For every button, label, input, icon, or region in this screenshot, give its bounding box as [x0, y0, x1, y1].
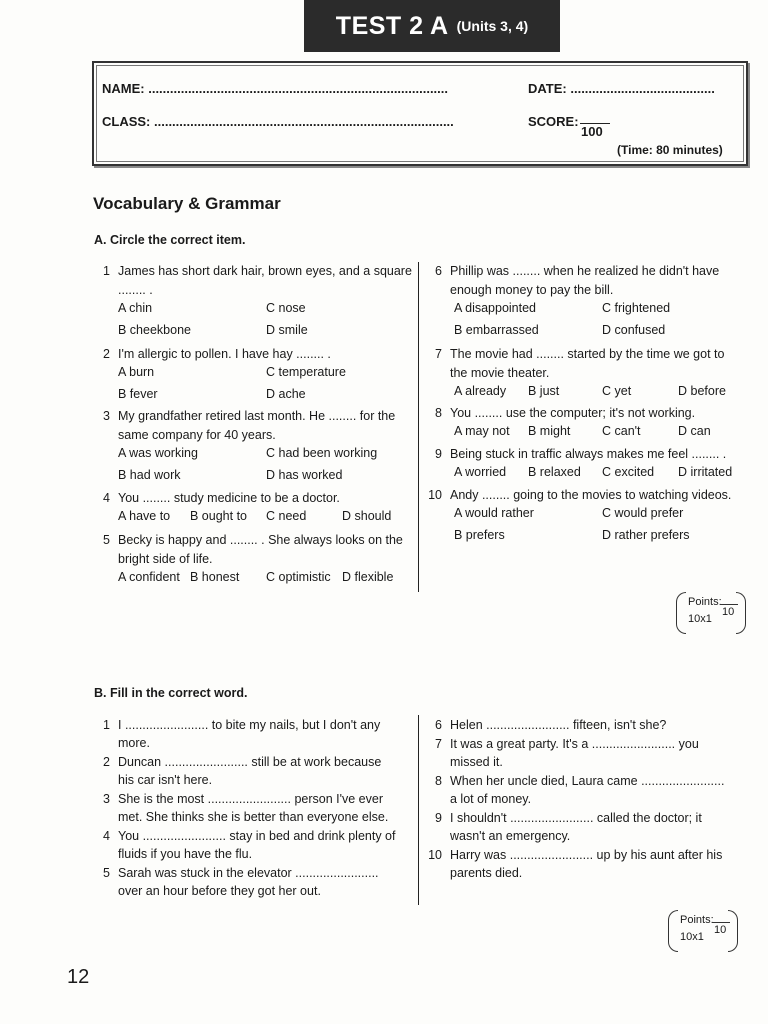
time-note: (Time: 80 minutes) — [617, 143, 723, 157]
fill-in-question-text: his car isn't here. — [118, 773, 213, 787]
question-text: enough money to pay the bill. — [450, 283, 614, 297]
question-number: 3 — [103, 792, 110, 806]
question-number: 7 — [435, 347, 442, 361]
fill-in-question-text: over an hour before they got her out. — [118, 884, 321, 898]
answer-option[interactable]: B ought to — [190, 509, 247, 523]
part-a-points-box — [676, 592, 746, 634]
answer-option[interactable]: D flexible — [342, 570, 394, 584]
answer-option[interactable]: B fever — [118, 387, 158, 401]
points-denominator: 10x1 — [680, 931, 704, 943]
section-title: Vocabulary & Grammar — [93, 194, 281, 213]
answer-option[interactable]: A chin — [118, 301, 153, 315]
answer-option[interactable]: B cheekbone — [118, 323, 191, 337]
answer-option[interactable]: D rather prefers — [602, 528, 690, 542]
question-text: ........ . — [118, 283, 153, 297]
answer-option[interactable]: C can't — [602, 424, 641, 438]
answer-option[interactable]: D has worked — [266, 468, 343, 482]
question-number: 1 — [103, 718, 110, 732]
answer-option[interactable]: D can — [678, 424, 711, 438]
fill-in-question-text[interactable]: Duncan ........................ still be at work because — [118, 755, 382, 769]
date-field[interactable]: DATE: ........................................ — [528, 81, 715, 96]
score-denominator: 100 — [581, 124, 603, 139]
answer-option[interactable]: C yet — [602, 384, 632, 398]
question-number: 2 — [103, 347, 110, 361]
question-number: 10 — [428, 488, 442, 502]
answer-option[interactable]: C temperature — [266, 365, 346, 379]
question-text: same company for 40 years. — [118, 428, 276, 442]
answer-option[interactable]: A worried — [454, 465, 507, 479]
question-text: the movie theater. — [450, 366, 550, 380]
answer-option[interactable]: A have to — [118, 509, 171, 523]
answer-option[interactable]: A may not — [454, 424, 510, 438]
answer-option[interactable]: D before — [678, 384, 726, 398]
part-b-points-box — [668, 910, 738, 952]
question-text: The movie had ........ started by the time we got to — [450, 347, 725, 361]
answer-option[interactable]: C frightened — [602, 301, 671, 315]
fill-in-question-text[interactable]: When her uncle died, Laura came ........................ — [450, 774, 725, 788]
answer-option[interactable]: B relaxed — [528, 465, 581, 479]
answer-option[interactable]: B had work — [118, 468, 181, 482]
question-number: 5 — [103, 866, 110, 880]
fill-in-question-text: parents died. — [450, 866, 523, 880]
question-text: Andy ........ going to the movies to watching videos. — [450, 488, 732, 502]
answer-option[interactable]: B prefers — [454, 528, 505, 542]
test-units: (Units 3, 4) — [456, 18, 529, 34]
part-a-column-divider — [418, 262, 419, 592]
question-number: 4 — [103, 829, 110, 843]
points-total: 10 — [722, 606, 735, 618]
answer-option[interactable]: C had been working — [266, 446, 378, 460]
answer-option[interactable]: D irritated — [678, 465, 733, 479]
answer-option[interactable]: D ache — [266, 387, 306, 401]
answer-option[interactable]: A already — [454, 384, 507, 398]
answer-option[interactable]: C nose — [266, 301, 306, 315]
answer-option[interactable]: A confident — [118, 570, 180, 584]
fill-in-question-text[interactable]: Helen ........................ fifteen, isn't she? — [450, 718, 667, 732]
fill-in-question-text[interactable]: It was a great party. It's a ........................ you — [450, 737, 699, 751]
question-text: You ........ study medicine to be a doctor. — [118, 491, 340, 505]
question-number: 6 — [435, 264, 442, 278]
question-number: 5 — [103, 533, 110, 547]
name-field[interactable]: NAME: ................................................................................... — [102, 81, 448, 96]
page-number: 12 — [67, 966, 90, 988]
answer-option[interactable]: B might — [528, 424, 571, 438]
question-number: 4 — [103, 491, 110, 505]
answer-option[interactable]: D smile — [266, 323, 308, 337]
answer-option[interactable]: B just — [528, 384, 560, 398]
question-text: Being stuck in traffic always makes me feel ........ . — [450, 447, 727, 461]
points-label: Points: — [688, 596, 722, 608]
fill-in-question-text: wasn't an emergency. — [450, 829, 571, 843]
question-number: 3 — [103, 409, 110, 423]
fill-in-question-text: fluids if you have the flu. — [118, 847, 253, 861]
fill-in-question-text[interactable]: Harry was ........................ up by his aunt after his — [450, 848, 723, 862]
answer-option[interactable]: B embarrassed — [454, 323, 539, 337]
question-text: I'm allergic to pollen. I have hay ........ . — [118, 347, 331, 361]
answer-option[interactable]: C excited — [602, 465, 655, 479]
answer-option[interactable]: D confused — [602, 323, 666, 337]
answer-option[interactable]: A was working — [118, 446, 198, 460]
part-a-instruction: A. Circle the correct item. — [94, 233, 246, 247]
fill-in-question-text[interactable]: Sarah was stuck in the elevator ........................ — [118, 866, 379, 880]
answer-option[interactable]: C would prefer — [602, 506, 684, 520]
answer-option[interactable]: A burn — [118, 365, 155, 379]
question-number: 6 — [435, 718, 442, 732]
fill-in-question-text[interactable]: I ........................ to bite my nails, but I don't any — [118, 718, 381, 732]
part-b-column-divider — [418, 715, 419, 905]
points-label: Points: — [680, 914, 714, 926]
question-text: Phillip was ........ when he realized he didn't have — [450, 264, 720, 278]
student-info-box — [92, 61, 748, 166]
fill-in-question-text: a lot of money. — [450, 792, 532, 806]
answer-option[interactable]: B honest — [190, 570, 240, 584]
question-number: 1 — [103, 264, 110, 278]
answer-option[interactable]: A would rather — [454, 506, 534, 520]
score-label: SCORE: — [528, 114, 579, 129]
fill-in-question-text[interactable]: I shouldn't ........................ called the doctor; it — [450, 811, 702, 825]
points-total: 10 — [714, 924, 727, 936]
question-number: 8 — [435, 774, 442, 788]
question-text: Becky is happy and ........ . She always looks on the — [118, 533, 403, 547]
fill-in-question-text: more. — [118, 736, 150, 750]
test-title-bar — [304, 0, 560, 52]
question-text: bright side of life. — [118, 552, 213, 566]
fill-in-question-text[interactable]: She is the most ........................ person I've ever — [118, 792, 383, 806]
fill-in-question-text: missed it. — [450, 755, 503, 769]
question-text: James has short dark hair, brown eyes, and a square — [118, 264, 412, 278]
test-title: TEST 2 A — [335, 11, 449, 40]
points-denominator: 10x1 — [688, 613, 712, 625]
part-b-instruction: B. Fill in the correct word. — [94, 686, 248, 700]
question-text: My grandfather retired last month. He ........ for the — [118, 409, 396, 423]
answer-option[interactable]: C need — [266, 509, 307, 523]
answer-option[interactable]: A disappointed — [454, 301, 537, 315]
answer-option[interactable]: C optimistic — [266, 570, 331, 584]
question-number: 2 — [103, 755, 110, 769]
fill-in-question-text[interactable]: You ........................ stay in bed and drink plenty of — [118, 829, 396, 843]
answer-option[interactable]: D should — [342, 509, 392, 523]
question-text: You ........ use the computer; it's not working. — [450, 406, 696, 420]
question-number: 9 — [435, 447, 442, 461]
question-number: 10 — [428, 848, 442, 862]
fill-in-question-text: met. She thinks she is better than everyone else. — [118, 810, 389, 824]
question-number: 7 — [435, 737, 442, 751]
class-field[interactable]: CLASS: ................................................................................... — [102, 114, 454, 129]
question-number: 9 — [435, 811, 442, 825]
question-number: 8 — [435, 406, 442, 420]
